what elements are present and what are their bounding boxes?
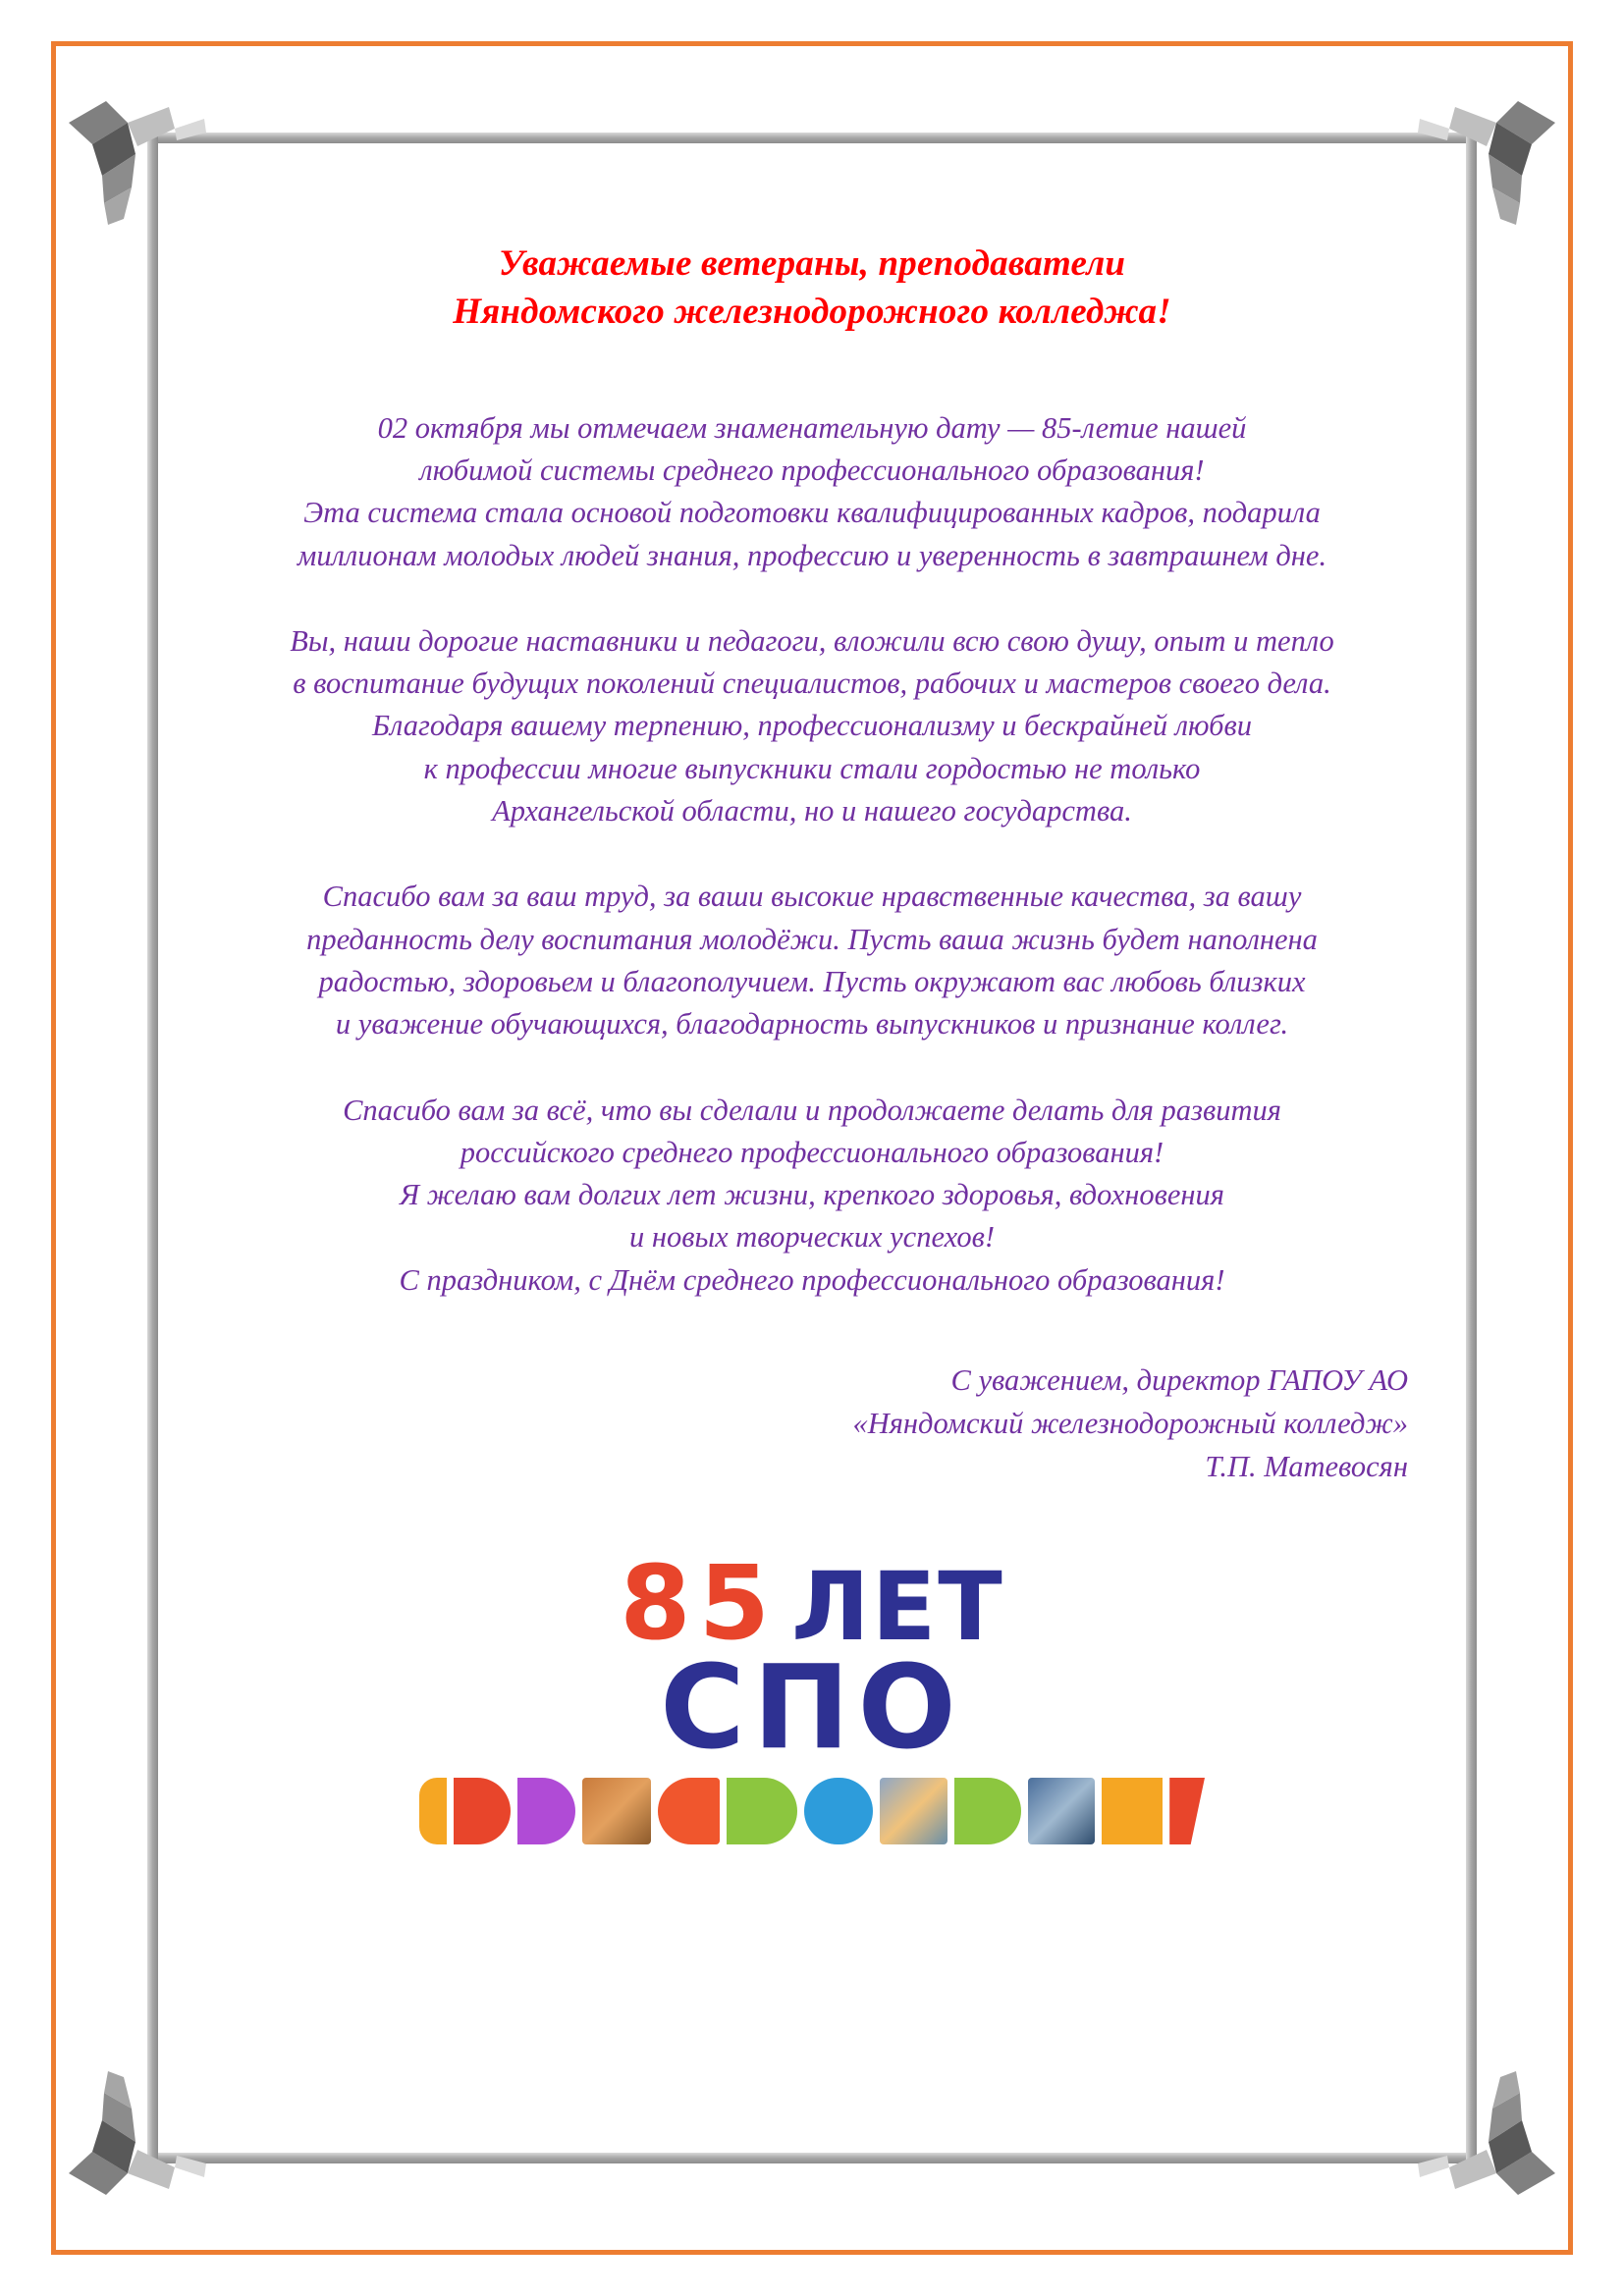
- ribbon-shape-1: [419, 1778, 447, 1844]
- paragraph-3-line-4: и уважение обучающихся, благодарность выпускников и признание коллег.: [335, 1007, 1289, 1041]
- logo-number-8: 8: [620, 1542, 689, 1663]
- paragraph-2-line-4: к профессии многие выпускники стали гордостью не только: [423, 751, 1201, 785]
- frame-bar-bottom: [147, 2153, 1477, 2163]
- paragraph-4-line-4: и новых творческих успехов!: [628, 1220, 996, 1255]
- logo-inner: [419, 1542, 1205, 1846]
- paragraph-3-line-2: преданность делу воспитания молодёжи. Пусть ваша жизнь будет наполнена: [306, 922, 1318, 956]
- paragraph-4-line-1: Спасибо вам за всё, что вы сделали и продолжаете делать для развития: [343, 1093, 1281, 1127]
- title-line-1: Уважаемые ветераны, преподаватели: [498, 243, 1126, 284]
- logo-word-let: ЛЕТ: [790, 1551, 1004, 1662]
- paragraph-3-line-1: Спасибо вам за ваш труд, за ваши высокие нравственные качества, за вашу: [322, 880, 1302, 914]
- signature-line-2: «Няндомский железнодорожный колледж»: [852, 1407, 1408, 1441]
- signature-line-3: Т.П. Матевосян: [1205, 1450, 1408, 1484]
- frame-bar-left: [147, 133, 158, 2163]
- ribbon-shape-11: [1102, 1778, 1163, 1844]
- page-title: [187, 240, 1437, 337]
- paragraph-2-line-5: Архангельской области, но и нашего государства.: [492, 794, 1132, 828]
- paragraph-1-line-2: любимой системы среднего профессионального образования!: [419, 453, 1205, 487]
- paragraph-4-line-3: Я желаю вам долгих лет жизни, крепкого здоровья, вдохновения: [399, 1178, 1224, 1212]
- paragraph-1-line-3: Эта система стала основой подготовки квалифицированных кадров, подарила: [303, 496, 1321, 530]
- ribbon-shape-12: [1169, 1778, 1205, 1844]
- signature-block: [187, 1359, 1437, 1489]
- ribbon-shape-5: [658, 1778, 721, 1844]
- title-line-2: Няндомского железнодорожного колледжа!: [453, 291, 1171, 332]
- paragraph-1-line-4: миллионам молодых людей знания, профессию и уверенность в завтрашнем дне.: [297, 538, 1327, 572]
- ribbon-shape-7: [804, 1778, 873, 1844]
- ribbon-shape-10: [1028, 1778, 1095, 1844]
- logo-word-spo: СПО: [660, 1638, 964, 1775]
- paragraph-4-line-5: С праздником, с Днём среднего профессионального образования!: [399, 1262, 1225, 1297]
- paragraph-2-line-1: Вы, наши дорогие наставники и педагоги, вложили всю свою душу, опыт и тепло: [290, 623, 1334, 658]
- logo-number-5: 5: [698, 1542, 768, 1663]
- paragraph-1-line-1: 02 октября мы отмечаем знаменательную дату — 85-летие нашей: [377, 410, 1247, 445]
- ribbon-shape-4: [582, 1778, 651, 1844]
- logo-color-ribbon: [419, 1776, 1205, 1846]
- paragraph-2: [187, 620, 1437, 832]
- letter-content: [187, 196, 1437, 2119]
- anniversary-logo: [187, 1542, 1437, 1846]
- ribbon-shape-8: [880, 1778, 947, 1844]
- frame-bar-right: [1466, 133, 1477, 2163]
- paragraph-1: [187, 407, 1437, 577]
- paragraph-4-line-2: российского среднего профессионального образования!: [460, 1135, 1164, 1169]
- ribbon-shape-2: [454, 1778, 512, 1844]
- signature-line-1: С уважением, директор ГАПОУ АО: [950, 1363, 1408, 1397]
- ribbon-shape-3: [517, 1778, 575, 1844]
- paragraph-3-line-3: радостью, здоровьем и благополучием. Пусть окружают вас любовь близких: [318, 964, 1306, 998]
- paragraph-2-line-3: Благодаря вашему терпению, профессионализму и бескрайней любви: [372, 709, 1252, 743]
- paragraph-4: [187, 1090, 1437, 1302]
- paragraph-3: [187, 876, 1437, 1045]
- ribbon-shape-9: [954, 1778, 1021, 1844]
- ribbon-shape-6: [727, 1778, 797, 1844]
- frame-bar-top: [147, 133, 1477, 143]
- paragraph-2-line-2: в воспитание будущих поколений специалистов, рабочих и мастеров своего дела.: [293, 667, 1331, 701]
